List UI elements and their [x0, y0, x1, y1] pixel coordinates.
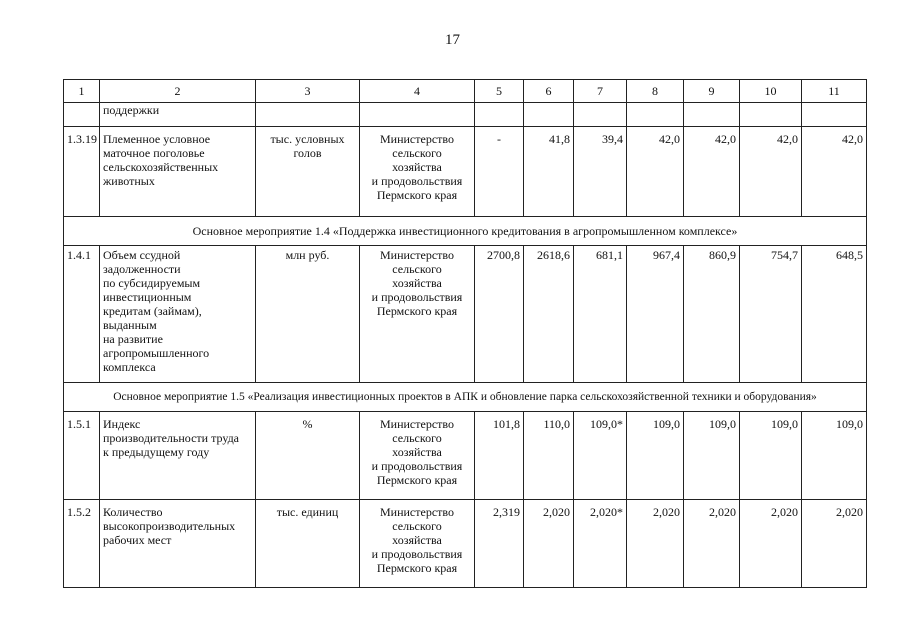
value-cell: 109,0 [627, 412, 684, 500]
value-cell: 754,7 [740, 246, 802, 383]
table-row [64, 412, 867, 500]
value-cell: - [475, 127, 524, 217]
unit: тыс. единиц [256, 500, 360, 588]
header-cell: 5 [475, 80, 524, 103]
indicator-name: Количество высокопроизводительных рабочих мест [100, 500, 256, 588]
header-cell: 2 [100, 80, 256, 103]
row-number: 1.5.1 [64, 412, 100, 500]
header-cell: 4 [360, 80, 475, 103]
row-number: 1.4.1 [64, 246, 100, 383]
table-row [64, 246, 867, 383]
value-cell: 109,0* [574, 412, 627, 500]
value-cell: 109,0 [684, 412, 740, 500]
value-cell: 2,020 [802, 500, 867, 588]
indicators-table [63, 79, 867, 588]
value-cell: 110,0 [524, 412, 574, 500]
table-row [64, 103, 867, 127]
header-cell: 1 [64, 80, 100, 103]
page-number: 17 [445, 32, 460, 48]
value-cell: 860,9 [684, 246, 740, 383]
value-cell: 967,4 [627, 246, 684, 383]
indicator-name: Племенное условное маточное поголовье сельскохозяйственных животных [100, 127, 256, 217]
value-cell: 2,020* [574, 500, 627, 588]
value-cell: 41,8 [524, 127, 574, 217]
continuation-text: поддержки [100, 103, 256, 127]
header-cell: 3 [256, 80, 360, 103]
header-cell: 11 [802, 80, 867, 103]
section-row [64, 383, 867, 412]
row-number: 1.5.2 [64, 500, 100, 588]
header-cell: 10 [740, 80, 802, 103]
value-cell: 2,020 [740, 500, 802, 588]
value-cell: 39,4 [574, 127, 627, 217]
table-row [64, 500, 867, 588]
unit: млн руб. [256, 246, 360, 383]
value-cell: 2,319 [475, 500, 524, 588]
responsible: Министерство сельского хозяйства и продовольствия Пермского края [360, 246, 475, 383]
value-cell: 42,0 [684, 127, 740, 217]
value-cell: 2,020 [524, 500, 574, 588]
unit: тыс. условных голов [256, 127, 360, 217]
row-number: 1.3.19 [64, 127, 100, 217]
header-cell: 7 [574, 80, 627, 103]
table-row [64, 127, 867, 217]
value-cell: 648,5 [802, 246, 867, 383]
value-cell: 2700,8 [475, 246, 524, 383]
value-cell: 109,0 [740, 412, 802, 500]
value-cell: 681,1 [574, 246, 627, 383]
unit: % [256, 412, 360, 500]
section-row [64, 217, 867, 246]
value-cell: 2,020 [684, 500, 740, 588]
value-cell: 2,020 [627, 500, 684, 588]
responsible: Министерство сельского хозяйства и продовольствия Пермского края [360, 127, 475, 217]
indicator-name: Объем ссудной задолженности по субсидируемым инвестиционным кредитам (займам), выданным на развитие агропромышленного комплекса [100, 246, 256, 383]
header-cell: 8 [627, 80, 684, 103]
value-cell: 42,0 [802, 127, 867, 217]
value-cell: 101,8 [475, 412, 524, 500]
value-cell: 42,0 [740, 127, 802, 217]
responsible: Министерство сельского хозяйства и продовольствия Пермского края [360, 500, 475, 588]
table-header-row [64, 80, 867, 103]
value-cell: 42,0 [627, 127, 684, 217]
section-title: Основное мероприятие 1.5 «Реализация инвестиционных проектов в АПК и обновление парка сельскохозяйственной техники и оборудования» [64, 383, 867, 412]
responsible: Министерство сельского хозяйства и продовольствия Пермского края [360, 412, 475, 500]
header-cell: 6 [524, 80, 574, 103]
header-cell: 9 [684, 80, 740, 103]
value-cell: 109,0 [802, 412, 867, 500]
section-title: Основное мероприятие 1.4 «Поддержка инвестиционного кредитования в агропромышленном комплексе» [64, 217, 867, 246]
value-cell: 2618,6 [524, 246, 574, 383]
indicator-name: Индекс производительности труда к предыдущему году [100, 412, 256, 500]
